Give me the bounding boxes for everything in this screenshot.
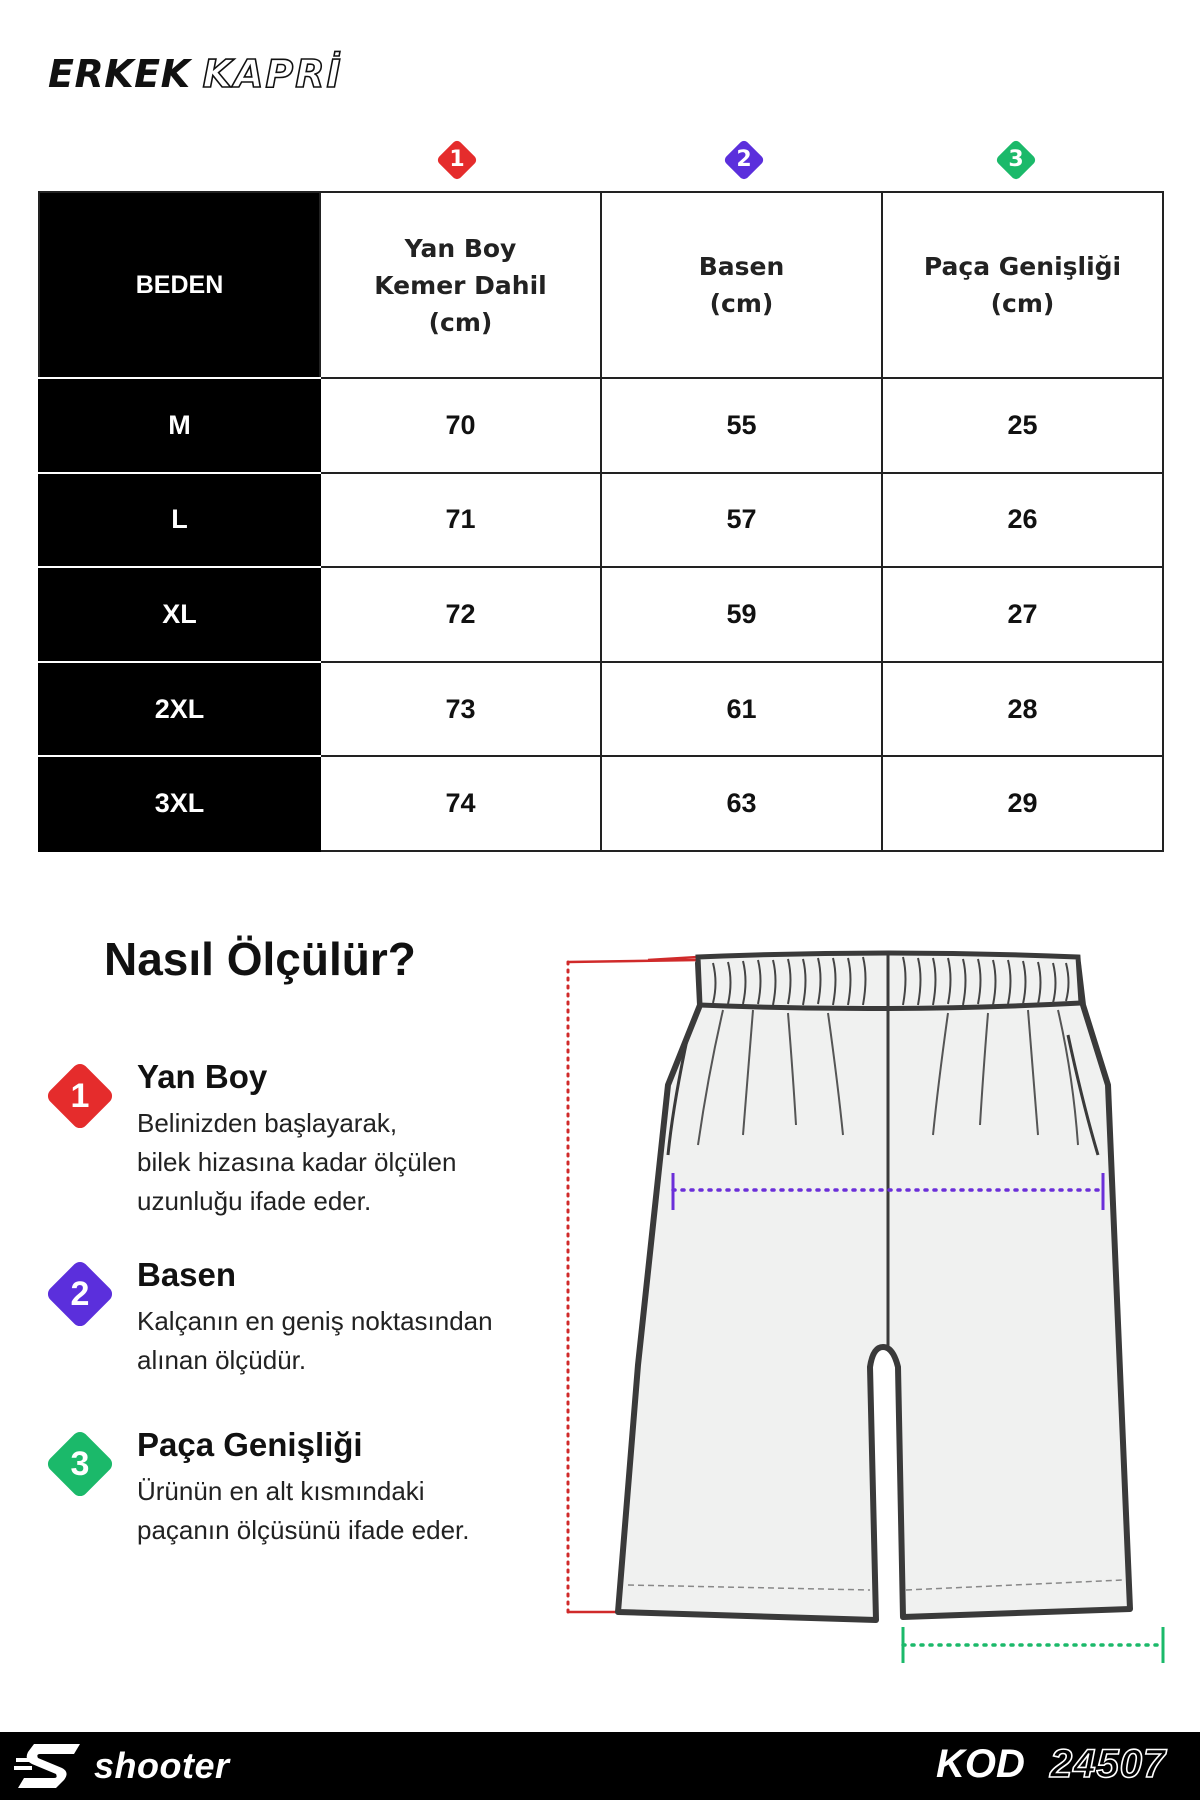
size-cell: M	[39, 378, 320, 473]
shorts-diagram-icon	[548, 935, 1188, 1675]
column-badge-2: 2	[720, 136, 768, 184]
step-description: Belinizden başlayarak, bilek hizasına kadar ölçülen uzunluğu ifade eder.	[137, 1108, 457, 1216]
footer-bar	[0, 1732, 1200, 1800]
basen-cell: 59	[601, 567, 882, 662]
header-size: BEDEN	[39, 192, 320, 378]
product-code-value: 24507	[1050, 1742, 1167, 1786]
shooter-s-logo-icon	[14, 1738, 86, 1794]
paca-cell: 29	[882, 756, 1163, 851]
paca-cell: 27	[882, 567, 1163, 662]
header-basen: Basen (cm)	[601, 192, 882, 378]
basen-cell: 57	[601, 473, 882, 568]
header-paca: Paça Genişliği (cm)	[882, 192, 1163, 378]
step-badge-2: 2	[42, 1256, 118, 1332]
brand-logo	[14, 1738, 230, 1794]
basen-cell: 61	[601, 662, 882, 757]
how-to-measure-title: Nasıl Ölçülür?	[104, 933, 416, 985]
basen-cell: 63	[601, 756, 882, 851]
table-row	[39, 756, 1163, 851]
step-description: Ürünün en alt kısmındaki paçanın ölçüsünü ifade eder.	[137, 1476, 470, 1545]
header-yan-boy: Yan Boy Kemer Dahil (cm)	[320, 192, 601, 378]
step-description: Kalçanın en geniş noktasından alınan ölçüdür.	[137, 1306, 493, 1375]
size-cell: 2XL	[39, 662, 320, 757]
paca-cell: 28	[882, 662, 1163, 757]
step-title: Paça Genişliği	[137, 1426, 363, 1463]
size-cell: L	[39, 473, 320, 568]
size-cell: 3XL	[39, 756, 320, 851]
table-header-row	[39, 192, 1163, 378]
title-kapri: KAPRİ	[202, 52, 343, 96]
title-erkek: ERKEK	[48, 52, 191, 96]
page-title	[48, 52, 343, 102]
step-title: Basen	[137, 1256, 237, 1293]
column-badge-3: 3	[992, 136, 1040, 184]
brand-name: shooter	[94, 1745, 230, 1786]
table-row	[39, 473, 1163, 568]
yan-boy-cell: 74	[320, 756, 601, 851]
step-badge-1: 1	[42, 1058, 118, 1134]
yan-boy-cell: 72	[320, 567, 601, 662]
product-code-label: KOD	[936, 1742, 1025, 1786]
step-badge-3: 3	[42, 1426, 118, 1502]
yan-boy-cell: 70	[320, 378, 601, 473]
basen-cell: 55	[601, 378, 882, 473]
paca-cell: 25	[882, 378, 1163, 473]
column-badge-1: 1	[433, 136, 481, 184]
shorts-measurement-illustration	[548, 935, 1188, 1675]
table-row	[39, 378, 1163, 473]
yan-boy-cell: 71	[320, 473, 601, 568]
size-table	[38, 191, 1164, 852]
size-cell: XL	[39, 567, 320, 662]
step-title: Yan Boy	[137, 1058, 268, 1095]
table-row	[39, 662, 1163, 757]
paca-cell: 26	[882, 473, 1163, 568]
table-row	[39, 567, 1163, 662]
yan-boy-cell: 73	[320, 662, 601, 757]
